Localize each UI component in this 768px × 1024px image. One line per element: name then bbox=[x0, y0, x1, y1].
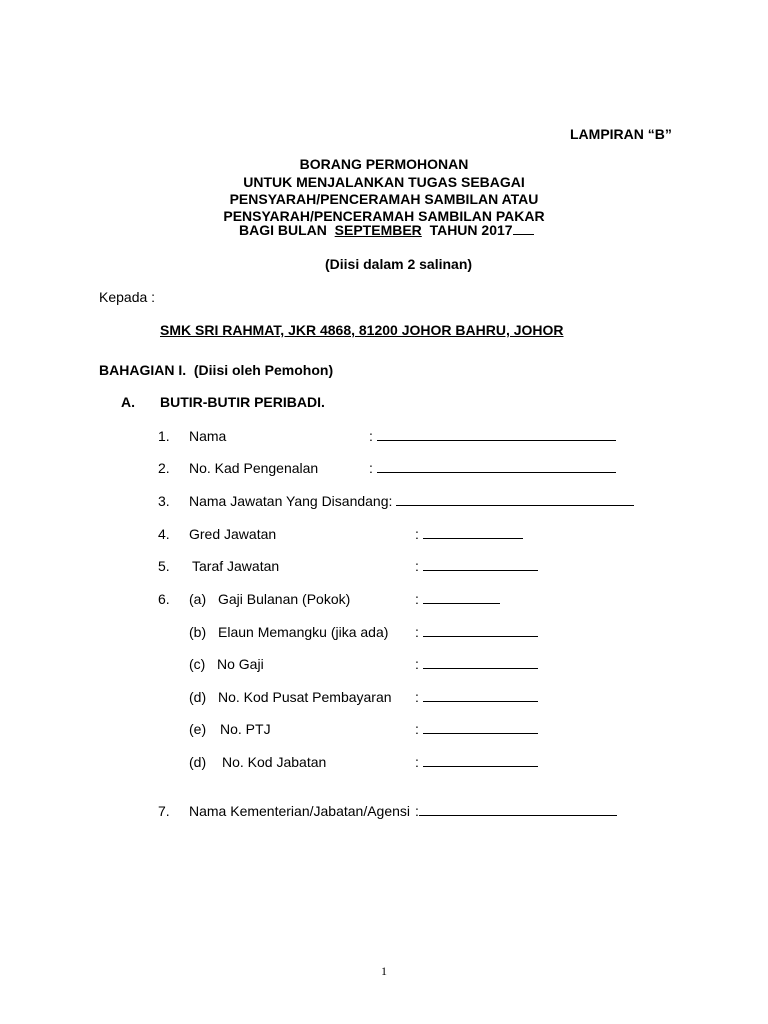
form-period bbox=[239, 222, 534, 238]
item-2-number: 2. bbox=[158, 460, 170, 476]
item-6f-colon: : bbox=[415, 754, 419, 770]
item-2-label: No. Kad Pengenalan bbox=[189, 460, 319, 476]
item-6d-field bbox=[415, 689, 538, 705]
form-title: BORANG PERMOHONAN bbox=[299, 156, 469, 172]
nama-input[interactable] bbox=[377, 428, 616, 441]
item-6b-field bbox=[415, 624, 538, 640]
item-6a-colon: : bbox=[415, 591, 419, 607]
item-6c-label: No Gaji bbox=[217, 656, 264, 672]
bahagian-heading: BAHAGIAN I. (Diisi oleh Pemohon) bbox=[99, 362, 334, 378]
period-year: TAHUN 2017 bbox=[429, 222, 513, 238]
grade-input[interactable] bbox=[423, 526, 523, 539]
item-4-colon: : bbox=[415, 526, 419, 542]
lampiran-label: LAMPIRAN “B” bbox=[570, 126, 672, 142]
salary-number-input[interactable] bbox=[423, 656, 538, 669]
item-3-number: 3. bbox=[158, 493, 170, 509]
salary-input[interactable] bbox=[423, 591, 500, 604]
item-1-label: Nama bbox=[189, 428, 227, 444]
item-2-field bbox=[369, 460, 616, 476]
status-input[interactable] bbox=[423, 558, 538, 571]
item-6e-field bbox=[415, 721, 538, 737]
item-3-label: Nama Jawatan Yang Disandang: bbox=[189, 493, 393, 509]
form-subtitle-2: PENSYARAH/PENCERAMAH SAMBILAN ATAU bbox=[229, 191, 539, 207]
form-subtitle-1: UNTUK MENJALANKAN TUGAS SEBAGAI bbox=[243, 174, 525, 190]
position-input[interactable] bbox=[396, 493, 634, 506]
section-a-letter: A. bbox=[121, 394, 135, 410]
item-6b-sub: (b) bbox=[189, 624, 207, 640]
form-subtitle-3: PENSYARAH/PENCERAMAH SAMBILAN PAKAR bbox=[223, 208, 545, 224]
item-6c-sub: (c) bbox=[189, 656, 206, 672]
section-a-title: BUTIR-BUTIR PERIBADI. bbox=[160, 394, 325, 410]
item-1-field bbox=[369, 428, 616, 444]
item-6f-sub: (d) bbox=[189, 754, 207, 770]
item-7-field bbox=[415, 803, 617, 819]
item-1-number: 1. bbox=[158, 428, 170, 444]
item-6b-label: Elaun Memangku (jika ada) bbox=[218, 624, 389, 640]
ic-number-input[interactable] bbox=[377, 460, 616, 473]
item-5-colon: : bbox=[415, 558, 419, 574]
item-6d-sub: (d) bbox=[189, 689, 207, 705]
ministry-input[interactable] bbox=[419, 803, 617, 816]
page-number: 1 bbox=[381, 964, 387, 978]
ptj-input[interactable] bbox=[423, 721, 538, 734]
item-5-field bbox=[415, 558, 538, 574]
payment-centre-input[interactable] bbox=[423, 689, 538, 702]
item-6c-field bbox=[415, 656, 538, 672]
item-4-label: Gred Jawatan bbox=[189, 526, 277, 542]
item-6e-label: No. PTJ bbox=[220, 721, 271, 737]
copies-note: (Diisi dalam 2 salinan) bbox=[325, 256, 473, 272]
item-6a-field bbox=[415, 591, 500, 607]
item-6a-label: Gaji Bulanan (Pokok) bbox=[218, 591, 351, 607]
item-7-number: 7. bbox=[158, 803, 170, 819]
kepada-label: Kepada : bbox=[99, 289, 156, 305]
item-6a-sub: (a) bbox=[189, 591, 207, 607]
item-7-colon: : bbox=[415, 803, 419, 819]
item-6f-field bbox=[415, 754, 538, 770]
item-6-number: 6. bbox=[158, 591, 170, 607]
item-5-number: 5. bbox=[158, 558, 170, 574]
year-blank[interactable] bbox=[513, 222, 534, 235]
item-4-field bbox=[415, 526, 523, 542]
department-code-input[interactable] bbox=[423, 754, 538, 767]
item-6e-colon: : bbox=[415, 721, 419, 737]
item-6d-label: No. Kod Pusat Pembayaran bbox=[218, 689, 392, 705]
item-7-label: Nama Kementerian/Jabatan/Agensi bbox=[189, 803, 411, 819]
item-4-number: 4. bbox=[158, 526, 170, 542]
allowance-input[interactable] bbox=[423, 624, 538, 637]
period-month: SEPTEMBER bbox=[334, 222, 422, 238]
item-6c-colon: : bbox=[415, 656, 419, 672]
item-6b-colon: : bbox=[415, 624, 419, 640]
item-2-colon: : bbox=[369, 460, 373, 476]
period-prefix: BAGI BULAN bbox=[239, 222, 327, 238]
item-6d-colon: : bbox=[415, 689, 419, 705]
item-6e-sub: (e) bbox=[189, 721, 207, 737]
item-5-label: Taraf Jawatan bbox=[192, 558, 280, 574]
recipient-address: SMK SRI RAHMAT, JKR 4868, 81200 JOHOR BAHRU, JOHOR bbox=[160, 322, 564, 338]
item-6f-label: No. Kod Jabatan bbox=[222, 754, 327, 770]
item-1-colon: : bbox=[369, 428, 373, 444]
item-3-field bbox=[189, 493, 634, 509]
